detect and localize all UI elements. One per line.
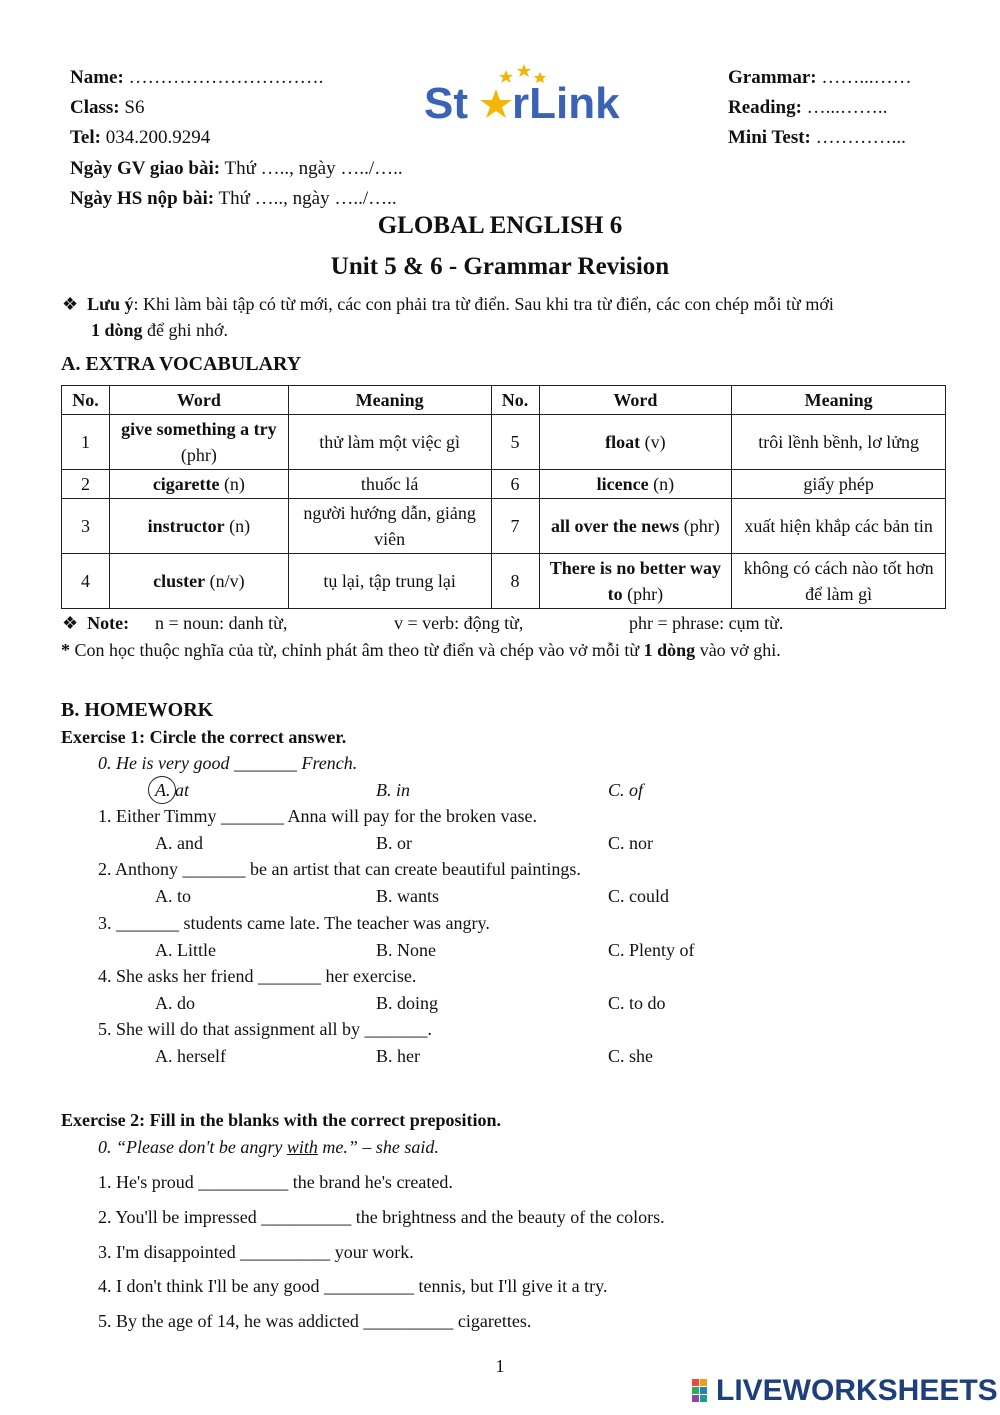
vocab-table bbox=[61, 385, 946, 609]
q3-option-c[interactable]: C. Plenty of bbox=[608, 940, 695, 960]
bullet-icon: ❖ bbox=[62, 613, 79, 633]
liveworksheets-watermark bbox=[692, 1374, 998, 1408]
q3-option-a[interactable]: A. Little bbox=[155, 940, 216, 960]
section-a-heading: A. EXTRA VOCABULARY bbox=[61, 353, 302, 375]
fill-question-3[interactable]: 3. I'm disappointed __________ your work. bbox=[98, 1242, 414, 1262]
starlink-logo bbox=[420, 62, 630, 128]
table-row: 4 cluster (n/v) tụ lại, tập trung lại 8 There is no better way to (phr) không có cách nào tốt hơn để làm gì bbox=[62, 554, 946, 609]
col-header: Meaning bbox=[732, 386, 946, 415]
vocab-header-row bbox=[62, 386, 946, 415]
page-title: GLOBAL ENGLISH 6 bbox=[377, 212, 623, 239]
note-noun: n = noun: danh từ, bbox=[155, 613, 288, 633]
col-header: Meaning bbox=[288, 386, 491, 415]
q5-option-c[interactable]: C. she bbox=[608, 1046, 653, 1066]
question-1: 1. Either Timmy _______ Anna will pay for the broken vase. bbox=[98, 806, 537, 826]
note-abbrev: ❖ Note: bbox=[62, 613, 130, 633]
q1-option-a[interactable]: A. and bbox=[155, 833, 203, 853]
table-row: 2 cigarette (n) thuốc lá 6 licence (n) giấy phép bbox=[62, 470, 946, 499]
bullet-icon: ❖ bbox=[62, 294, 79, 314]
example-option-c: C. of bbox=[608, 780, 644, 800]
student-date-line: Ngày HS nộp bài: Thứ ….., ngày …../….. bbox=[70, 188, 397, 209]
question-2: 2. Anthony _______ be an artist that can create beautiful paintings. bbox=[98, 859, 581, 879]
name-line: Name: …………………………. bbox=[70, 67, 324, 88]
page-number: 1 bbox=[495, 1356, 505, 1376]
q3-option-b[interactable]: B. None bbox=[376, 940, 436, 960]
col-header: Word bbox=[109, 386, 288, 415]
q5-option-a[interactable]: A. herself bbox=[155, 1046, 226, 1066]
note-phrase: phr = phrase: cụm từ. bbox=[629, 613, 784, 633]
example-option-a: A. at bbox=[155, 780, 189, 800]
q5-option-b[interactable]: B. her bbox=[376, 1046, 420, 1066]
liveworksheets-logo-icon bbox=[692, 1379, 716, 1403]
q4-option-b[interactable]: B. doing bbox=[376, 993, 439, 1013]
fill-question-2[interactable]: 2. You'll be impressed __________ the brightness and the beauty of the colors. bbox=[98, 1207, 665, 1227]
fill-question-5[interactable]: 5. By the age of 14, he was addicted __________ cigarettes. bbox=[98, 1311, 532, 1331]
q4-option-c[interactable]: C. to do bbox=[608, 993, 666, 1013]
note-top-line2: 1 dòng để ghi nhớ. bbox=[91, 320, 229, 340]
exercise2-title: Exercise 2: Fill in the blanks with the correct preposition. bbox=[61, 1110, 501, 1130]
note-top-line1: ❖ Lưu ý: Khi làm bài tập có từ mới, các con phải tra từ điển. Sau khi tra từ điển, các con chép mỗi từ mới bbox=[62, 294, 834, 314]
col-header: No. bbox=[62, 386, 110, 415]
q1-option-b[interactable]: B. or bbox=[376, 833, 412, 853]
tel-line: Tel: 034.200.9294 bbox=[70, 127, 211, 148]
logo-text-st: St bbox=[424, 79, 468, 128]
liveworksheets-text: LIVEWORKSHEETS bbox=[716, 1374, 998, 1407]
logo-star-small-1 bbox=[499, 70, 513, 83]
q1-option-c[interactable]: C. nor bbox=[608, 833, 653, 853]
q2-option-c[interactable]: C. could bbox=[608, 886, 669, 906]
exercise1-example: 0. He is very good _______ French. bbox=[98, 753, 358, 773]
table-row: 3 instructor (n) người hướng dẫn, giảng viên 7 all over the news (phr) xuất hiện khắp các bản tin bbox=[62, 499, 946, 554]
exercise2-example: 0. “Please don't be angry with me.” – she said. bbox=[98, 1137, 439, 1157]
question-3: 3. _______ students came late. The teacher was angry. bbox=[98, 913, 490, 933]
col-header: Word bbox=[539, 386, 732, 415]
question-4: 4. She asks her friend _______ her exercise. bbox=[98, 966, 417, 986]
q4-option-a[interactable]: A. do bbox=[155, 993, 195, 1013]
grammar-score: Grammar: ……...…… bbox=[728, 67, 912, 88]
exercise1-title: Exercise 1: Circle the correct answer. bbox=[61, 727, 347, 747]
table-row: 1 give something a try (phr) thử làm một việc gì 5 float (v) trôi lềnh bềnh, lơ lửng bbox=[62, 415, 946, 470]
reading-score: Reading: …...…….. bbox=[728, 97, 888, 118]
fill-question-4[interactable]: 4. I don't think I'll be any good __________ tennis, but I'll give it a try. bbox=[98, 1276, 608, 1296]
example-option-b: B. in bbox=[376, 780, 410, 800]
logo-star-small-2 bbox=[517, 64, 531, 77]
question-5: 5. She will do that assignment all by _______. bbox=[98, 1019, 432, 1039]
q2-option-b[interactable]: B. wants bbox=[376, 886, 439, 906]
note-learn: * Con học thuộc nghĩa của từ, chỉnh phát âm theo từ điển và chép vào vở mỗi từ 1 dòng vào vở ghi. bbox=[61, 640, 781, 660]
section-b-heading: B. HOMEWORK bbox=[61, 699, 214, 721]
fill-question-1[interactable]: 1. He's proud __________ the brand he's created. bbox=[98, 1172, 453, 1192]
teacher-date-line: Ngày GV giao bài: Thứ ….., ngày …../….. bbox=[70, 158, 403, 179]
note-verb: v = verb: động từ, bbox=[394, 613, 524, 633]
logo-text-rlink: rLink bbox=[512, 79, 620, 128]
page-subtitle: Unit 5 & 6 - Grammar Revision bbox=[330, 253, 670, 280]
class-line: Class: S6 bbox=[70, 97, 145, 118]
logo-star-main bbox=[480, 89, 512, 118]
q2-option-a[interactable]: A. to bbox=[155, 886, 191, 906]
minitest-score: Mini Test: …………... bbox=[728, 127, 906, 148]
col-header: No. bbox=[491, 386, 539, 415]
